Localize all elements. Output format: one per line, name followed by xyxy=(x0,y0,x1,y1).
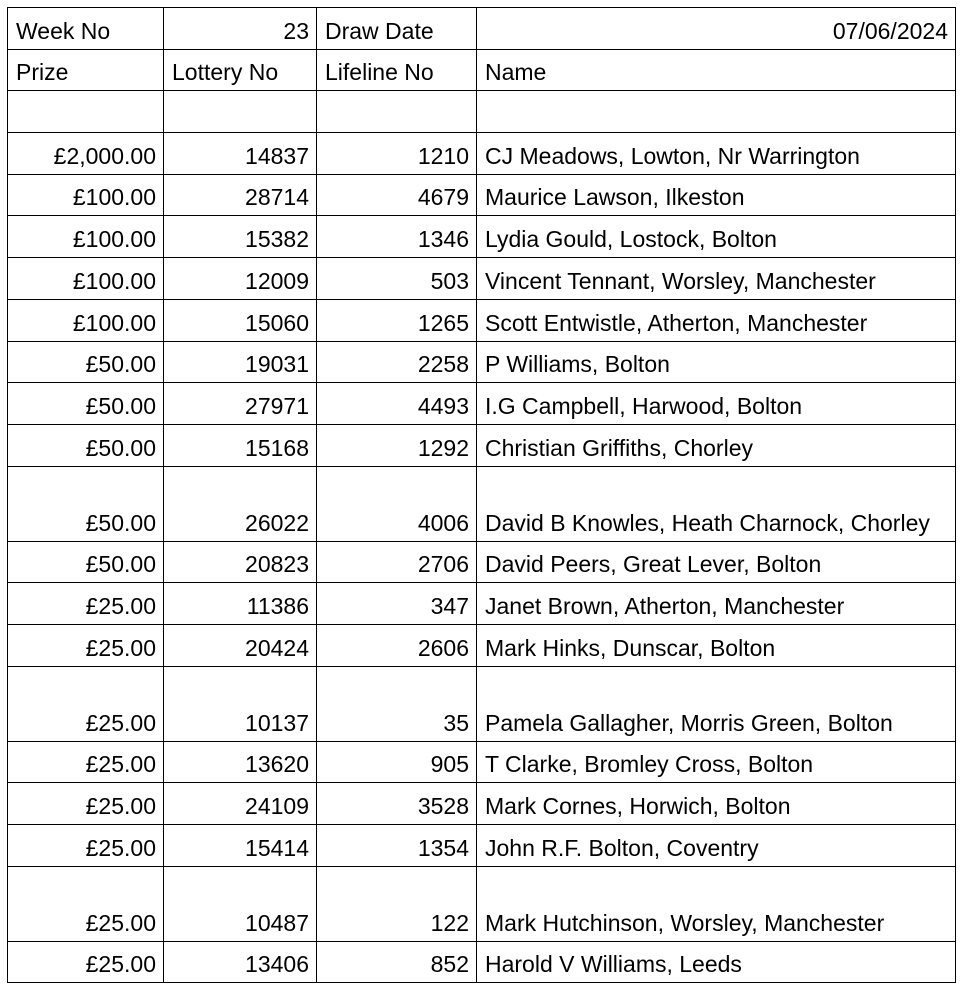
prize-cell: £25.00 xyxy=(8,583,164,625)
name-cell: Janet Brown, Atherton, Manchester xyxy=(477,583,956,625)
table-row xyxy=(8,624,956,666)
week-value: 23 xyxy=(164,8,317,50)
lifeline-no-cell: 852 xyxy=(317,941,477,983)
prize-cell: £50.00 xyxy=(8,424,164,466)
name-cell: Harold V Williams, Leeds xyxy=(477,941,956,983)
table-row xyxy=(8,941,956,983)
lifeline-no-cell: 35 xyxy=(317,666,477,741)
lottery-no-cell: 24109 xyxy=(164,783,317,825)
empty-row xyxy=(8,91,956,133)
prize-cell: £100.00 xyxy=(8,299,164,341)
name-cell: Lydia Gould, Lostock, Bolton xyxy=(477,216,956,258)
empty-cell xyxy=(8,91,164,133)
lottery-no-cell: 13620 xyxy=(164,741,317,783)
prize-cell: £100.00 xyxy=(8,216,164,258)
name-cell: Vincent Tennant, Worsley, Manchester xyxy=(477,258,956,300)
column-header-name: Name xyxy=(477,49,956,91)
table-row xyxy=(8,825,956,867)
name-cell: Mark Hutchinson, Worsley, Manchester xyxy=(477,866,956,941)
lottery-no-cell: 15168 xyxy=(164,424,317,466)
table-row xyxy=(8,666,956,741)
prize-cell: £25.00 xyxy=(8,624,164,666)
lifeline-no-cell: 4679 xyxy=(317,174,477,216)
prize-cell: £50.00 xyxy=(8,541,164,583)
prize-cell: £25.00 xyxy=(8,783,164,825)
empty-cell xyxy=(317,91,477,133)
table-row xyxy=(8,383,956,425)
name-cell: Mark Hinks, Dunscar, Bolton xyxy=(477,624,956,666)
table-row xyxy=(8,174,956,216)
column-header-lottery-no: Lottery No xyxy=(164,49,317,91)
prize-cell: £50.00 xyxy=(8,341,164,383)
lottery-no-cell: 10137 xyxy=(164,666,317,741)
name-cell: Christian Griffiths, Chorley xyxy=(477,424,956,466)
lifeline-no-cell: 1346 xyxy=(317,216,477,258)
name-cell: Pamela Gallagher, Morris Green, Bolton xyxy=(477,666,956,741)
lifeline-no-cell: 347 xyxy=(317,583,477,625)
prize-cell: £50.00 xyxy=(8,466,164,541)
table-row xyxy=(8,783,956,825)
empty-cell xyxy=(477,91,956,133)
empty-cell xyxy=(164,91,317,133)
table-row xyxy=(8,866,956,941)
table-row xyxy=(8,216,956,258)
lottery-no-cell: 11386 xyxy=(164,583,317,625)
prize-cell: £25.00 xyxy=(8,825,164,867)
prize-cell: £25.00 xyxy=(8,741,164,783)
table-row xyxy=(8,424,956,466)
table-row xyxy=(8,341,956,383)
lifeline-no-cell: 4493 xyxy=(317,383,477,425)
lottery-no-cell: 15414 xyxy=(164,825,317,867)
prize-cell: £2,000.00 xyxy=(8,133,164,175)
prize-cell: £50.00 xyxy=(8,383,164,425)
draw-date-value: 07/06/2024 xyxy=(477,8,956,50)
name-cell: CJ Meadows, Lowton, Nr Warrington xyxy=(477,133,956,175)
lottery-no-cell: 15060 xyxy=(164,299,317,341)
name-cell: I.G Campbell, Harwood, Bolton xyxy=(477,383,956,425)
lifeline-no-cell: 503 xyxy=(317,258,477,300)
prize-draw-table xyxy=(7,7,956,983)
name-cell: Maurice Lawson, Ilkeston xyxy=(477,174,956,216)
lifeline-no-cell: 1210 xyxy=(317,133,477,175)
column-header-row xyxy=(8,49,956,91)
prize-cell: £100.00 xyxy=(8,258,164,300)
table-row xyxy=(8,741,956,783)
name-cell: David Peers, Great Lever, Bolton xyxy=(477,541,956,583)
table-row xyxy=(8,541,956,583)
prize-cell: £25.00 xyxy=(8,866,164,941)
winners-body xyxy=(8,133,956,983)
lottery-no-cell: 20823 xyxy=(164,541,317,583)
prize-cell: £25.00 xyxy=(8,666,164,741)
lottery-no-cell: 15382 xyxy=(164,216,317,258)
table-row xyxy=(8,466,956,541)
lifeline-no-cell: 1292 xyxy=(317,424,477,466)
lifeline-no-cell: 3528 xyxy=(317,783,477,825)
lottery-no-cell: 10487 xyxy=(164,866,317,941)
lottery-no-cell: 26022 xyxy=(164,466,317,541)
lifeline-no-cell: 1265 xyxy=(317,299,477,341)
lifeline-no-cell: 122 xyxy=(317,866,477,941)
lifeline-no-cell: 4006 xyxy=(317,466,477,541)
lottery-no-cell: 20424 xyxy=(164,624,317,666)
prize-cell: £100.00 xyxy=(8,174,164,216)
name-cell: John R.F. Bolton, Coventry xyxy=(477,825,956,867)
table-row xyxy=(8,299,956,341)
lottery-no-cell: 12009 xyxy=(164,258,317,300)
table-row xyxy=(8,258,956,300)
column-header-lifeline-no: Lifeline No xyxy=(317,49,477,91)
prize-cell: £25.00 xyxy=(8,941,164,983)
name-cell: T Clarke, Bromley Cross, Bolton xyxy=(477,741,956,783)
column-header-prize: Prize xyxy=(8,49,164,91)
draw-date-label: Draw Date xyxy=(317,8,477,50)
lottery-no-cell: 27971 xyxy=(164,383,317,425)
lottery-no-cell: 28714 xyxy=(164,174,317,216)
lifeline-no-cell: 905 xyxy=(317,741,477,783)
lifeline-no-cell: 2258 xyxy=(317,341,477,383)
name-cell: Mark Cornes, Horwich, Bolton xyxy=(477,783,956,825)
name-cell: David B Knowles, Heath Charnock, Chorley xyxy=(477,466,956,541)
lottery-no-cell: 19031 xyxy=(164,341,317,383)
lifeline-no-cell: 2706 xyxy=(317,541,477,583)
week-label: Week No xyxy=(8,8,164,50)
lifeline-no-cell: 1354 xyxy=(317,825,477,867)
table-row xyxy=(8,133,956,175)
name-cell: Scott Entwistle, Atherton, Manchester xyxy=(477,299,956,341)
lifeline-no-cell: 2606 xyxy=(317,624,477,666)
lottery-no-cell: 14837 xyxy=(164,133,317,175)
lottery-no-cell: 13406 xyxy=(164,941,317,983)
table-row xyxy=(8,583,956,625)
header-row xyxy=(8,8,956,50)
name-cell: P Williams, Bolton xyxy=(477,341,956,383)
